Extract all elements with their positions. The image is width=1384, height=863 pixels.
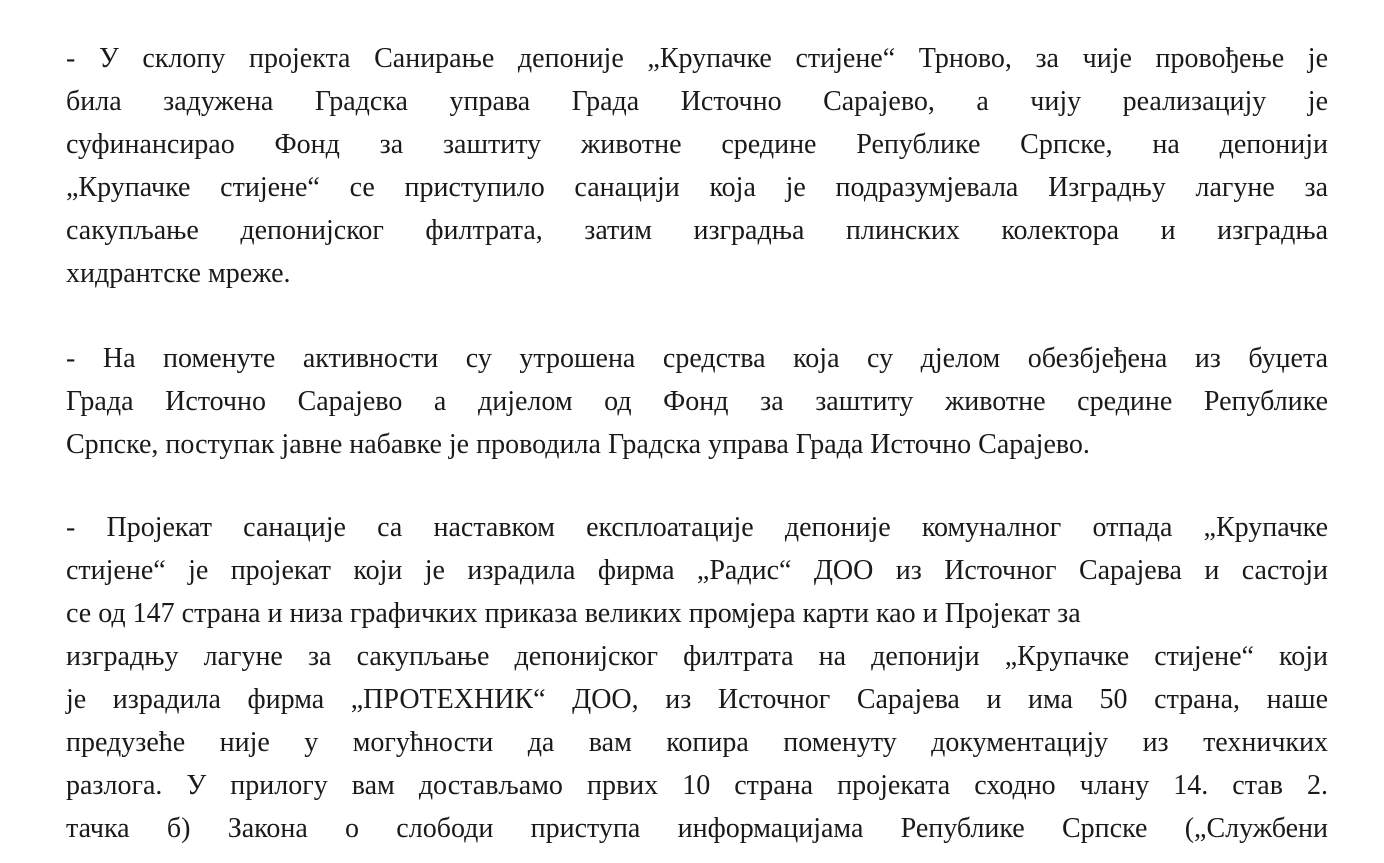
text-line: сакупљање депонијског филтрата, затим изградња плинских колектора и изградња xyxy=(66,215,1328,246)
text-line: суфинансирао Фонд за заштиту животне средине Републике Српске, на депонији xyxy=(66,129,1328,160)
text-line: је израдила фирма „ПРОТЕХНИК“ ДОО, из Источног Сарајева и има 50 страна, наше xyxy=(66,684,1328,715)
text-line: стијене“ је пројекат који је израдила фирма „Радис“ ДОО из Источног Сарајева и састоји xyxy=(66,555,1328,586)
text-line: - На поменуте активности су утрошена средства која су дјелом обезбјеђена из буџета xyxy=(66,343,1328,374)
text-line: разлога. У прилогу вам достављамо првих 10 страна пројеката сходно члану 14. став 2. xyxy=(66,770,1328,801)
text-line: - Пројекат санације са наставком експлоатације депоније комуналног отпада „Крупачке xyxy=(66,512,1328,543)
text-line: - У склопу пројекта Санирање депоније „Крупачке стијене“ Трново, за чије провођење је xyxy=(66,43,1328,74)
text-line: „Крупачке стијене“ се приступило санацији која је подразумјевала Изградњу лагуне за xyxy=(66,172,1328,203)
text-line: предузеће није у могућности да вам копира поменуту документацију из техничких xyxy=(66,727,1328,758)
text-line: била задужена Градска управа Града Источно Сарајево, а чију реализацију је xyxy=(66,86,1328,117)
text-line: Града Источно Сарајево а дијелом од Фонд за заштиту животне средине Републике xyxy=(66,386,1328,417)
text-line: изградњу лагуне за сакупљање депонијског филтрата на депонији „Крупачке стијене“ који xyxy=(66,641,1328,672)
text-line: се од 147 страна и низа графичких приказа великих промјера карти као и Пројекат за xyxy=(66,598,1081,629)
text-line: тачка б) Закона о слободи приступа информацијама Републике Српске („Службени xyxy=(66,813,1328,844)
text-line: хидрантске мреже. xyxy=(66,258,291,289)
text-line: Српске, поступак јавне набавке је проводила Градска управа Града Источно Сарајево. xyxy=(66,429,1090,460)
